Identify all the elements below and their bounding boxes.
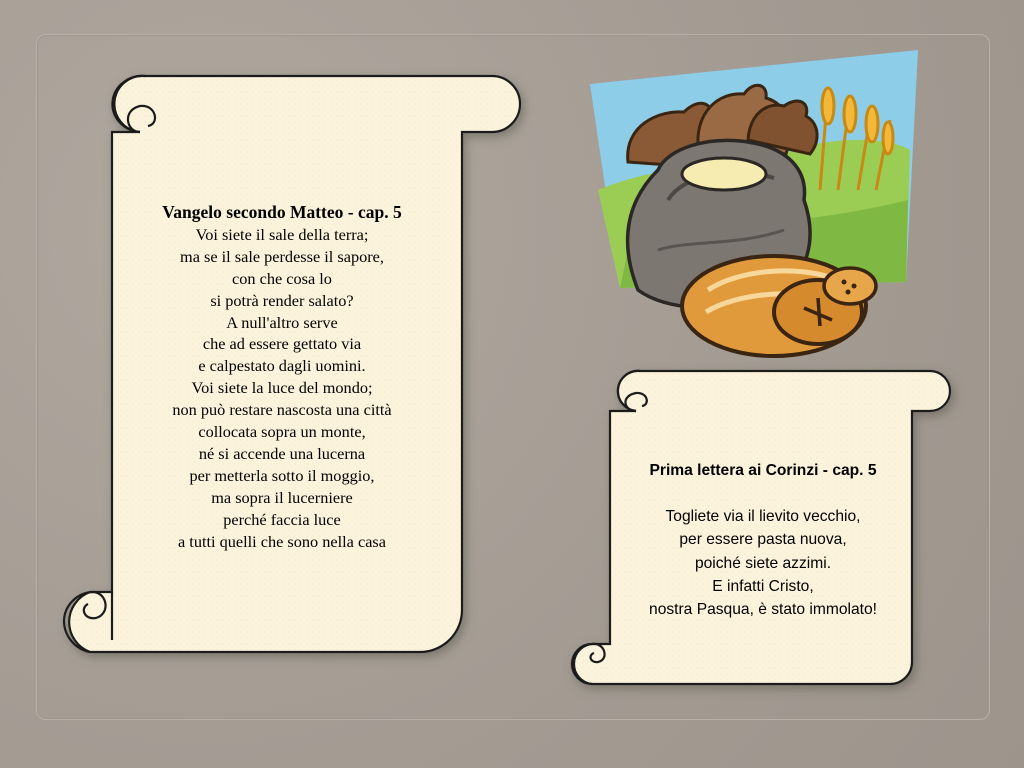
gospel-title: Vangelo secondo Matteo - cap. 5 bbox=[162, 202, 402, 222]
corinthians-line: nostra Pasqua, è stato immolato! bbox=[649, 601, 877, 619]
gospel-line: a tutti quelli che sono nella casa bbox=[178, 531, 386, 551]
corinthians-title: Prima lettera ai Corinzi - cap. 5 bbox=[649, 462, 877, 479]
gospel-line: né si accende una lucerna bbox=[198, 443, 366, 463]
gospel-line: e calpestato dagli uomini. bbox=[198, 356, 366, 376]
gospel-line: per metterla sotto il moggio, bbox=[189, 465, 375, 485]
gospel-line: si potrà render salato? bbox=[210, 290, 354, 310]
gospel-line: con che cosa lo bbox=[232, 268, 332, 288]
gospel-line: perché faccia luce bbox=[223, 509, 341, 529]
corinthians-line: per essere pasta nuova, bbox=[679, 531, 847, 549]
gospel-line: non può restare nascosta una città bbox=[172, 400, 392, 420]
gospel-line: ma se il sale perdesse il sapore, bbox=[180, 246, 384, 266]
gospel-line: Voi siete la luce del mondo; bbox=[191, 378, 373, 398]
bread-and-flour-sacks-icon bbox=[588, 50, 918, 370]
corinthians-line: Togliete via il lievito vecchio, bbox=[665, 508, 861, 526]
gospel-line: A null'altro serve bbox=[226, 312, 338, 332]
corinthians-line: E infatti Cristo, bbox=[712, 577, 814, 595]
corinthians-line: poiché siete azzimi. bbox=[694, 554, 832, 572]
corinthians-passage bbox=[612, 459, 914, 621]
gospel-line: ma sopra il lucerniere bbox=[211, 487, 353, 507]
spacer bbox=[612, 482, 914, 505]
gospel-passage bbox=[118, 202, 446, 553]
gospel-line: Voi siete il sale della terra; bbox=[195, 224, 369, 244]
gospel-line: collocata sopra un monte, bbox=[198, 422, 366, 442]
gospel-line: che ad essere gettato via bbox=[202, 334, 362, 354]
